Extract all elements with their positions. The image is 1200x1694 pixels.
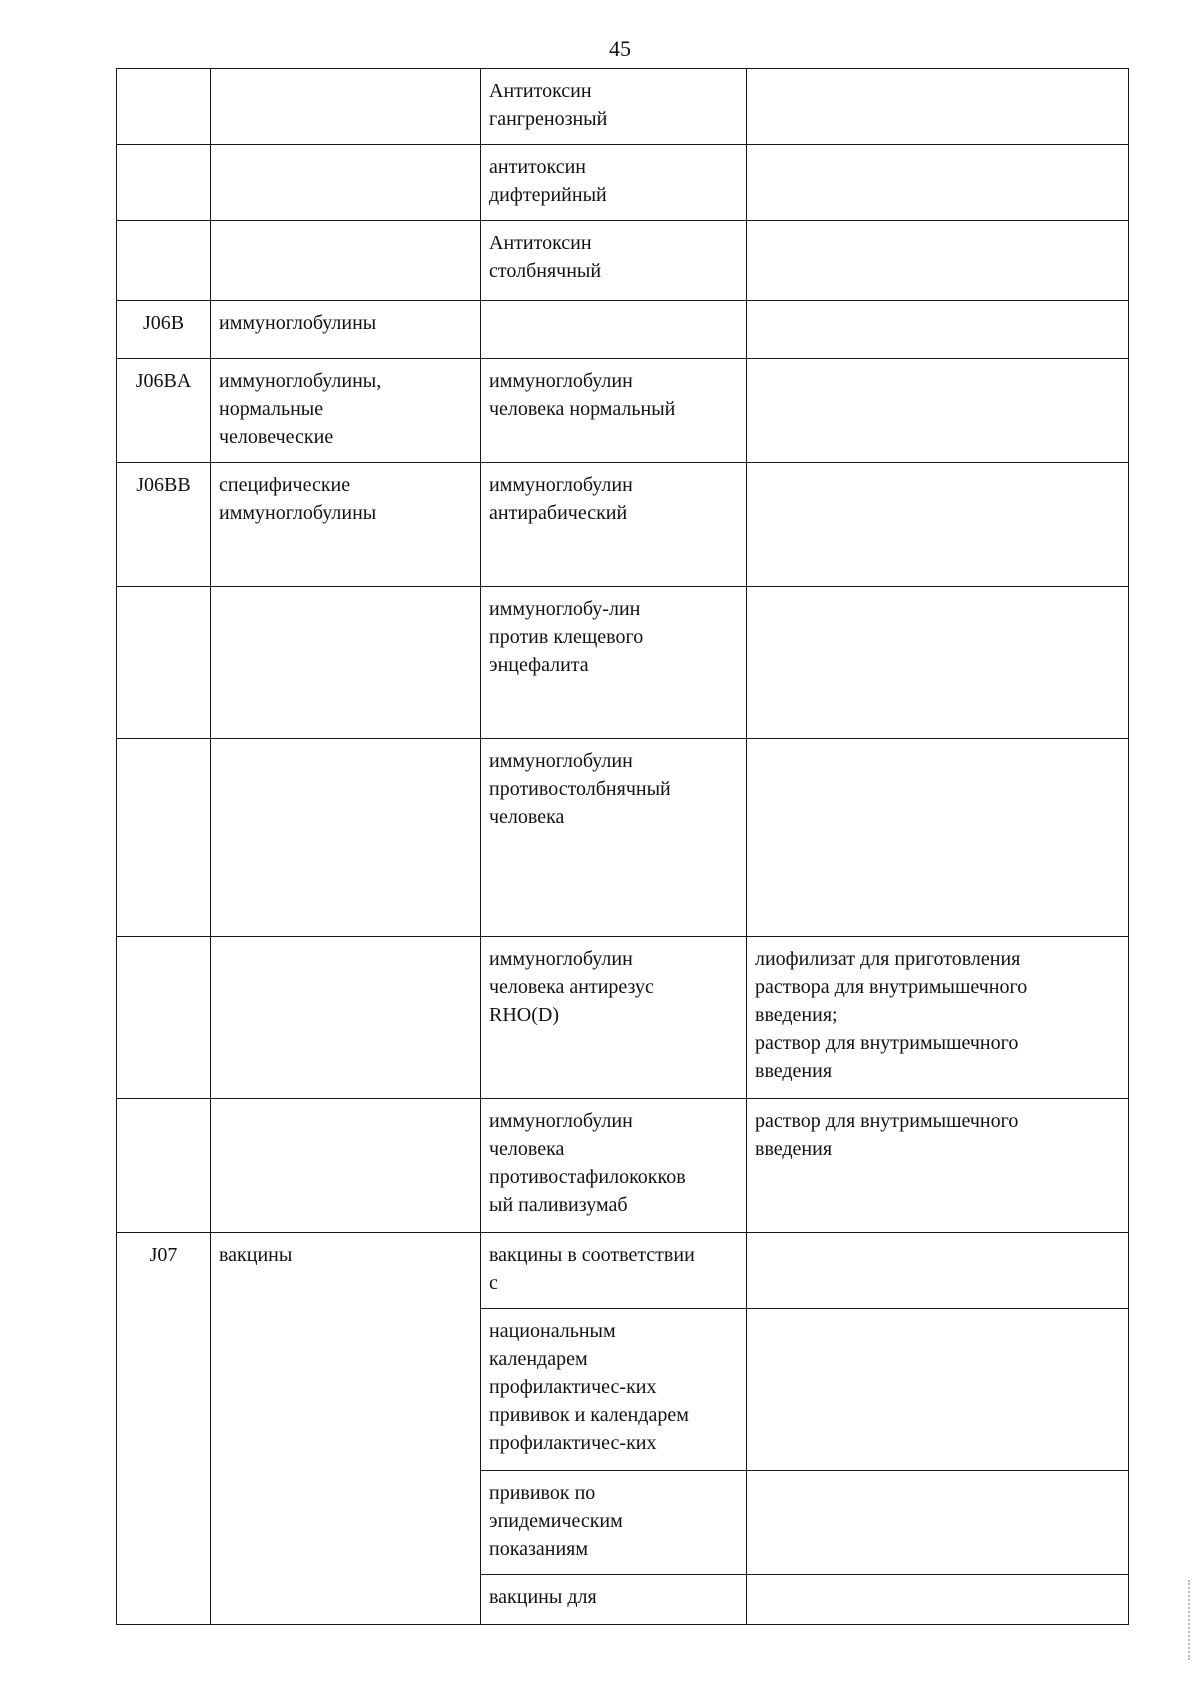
drug-name-cell: иммуноглобулин человека антирезус RHO(D)	[481, 937, 747, 1099]
dosage-form-cell	[747, 69, 1129, 145]
group-name-cell: иммуноглобулины	[211, 301, 481, 359]
atc-code-cell	[117, 739, 211, 937]
dosage-form-cell: лиофилизат для приготовления раствора для внутримышечного введения; раствор для внутримышечного введения	[747, 937, 1129, 1099]
table-row	[117, 587, 1129, 739]
table-row	[117, 1233, 1129, 1309]
dosage-form-cell: раствор для внутримышечного введения	[747, 1099, 1129, 1233]
drug-name-cell: вакцины в соответствии с	[481, 1233, 747, 1309]
dosage-form-cell	[747, 1309, 1129, 1471]
table-row	[117, 145, 1129, 221]
group-name-cell	[211, 145, 481, 221]
drug-name-cell	[481, 301, 747, 359]
atc-code-cell	[117, 587, 211, 739]
atc-code-cell	[117, 221, 211, 301]
drug-name-cell: иммуноглобулин человека противостафилококков ый паливизумаб	[481, 1099, 747, 1233]
table-row	[117, 463, 1129, 587]
drug-name-cell: иммуноглобу-лин против клещевого энцефалита	[481, 587, 747, 739]
dosage-form-cell	[747, 359, 1129, 463]
group-name-cell	[211, 1099, 481, 1233]
drug-name-cell: иммуноглобулин антирабический	[481, 463, 747, 587]
group-name-cell	[211, 221, 481, 301]
group-name-cell	[211, 937, 481, 1099]
drug-table	[116, 68, 1129, 1625]
table-row	[117, 937, 1129, 1099]
drug-name-cell: Антитоксин гангренозный	[481, 69, 747, 145]
dosage-form-cell	[747, 301, 1129, 359]
group-name-cell	[211, 739, 481, 937]
drug-name-cell: иммуноглобулин противостолбнячный человека	[481, 739, 747, 937]
atc-code-cell: J06B	[117, 301, 211, 359]
group-name-cell	[211, 69, 481, 145]
atc-code-cell: J07	[117, 1233, 211, 1625]
dosage-form-cell	[747, 463, 1129, 587]
atc-code-cell	[117, 937, 211, 1099]
atc-code-cell: J06BB	[117, 463, 211, 587]
atc-code-cell	[117, 1099, 211, 1233]
table-row	[117, 1099, 1129, 1233]
group-name-cell: специфические иммуноглобулины	[211, 463, 481, 587]
drug-name-cell: антитоксин дифтерийный	[481, 145, 747, 221]
group-name-cell: иммуноглобулины, нормальные человеческие	[211, 359, 481, 463]
table-row	[117, 359, 1129, 463]
atc-code-cell: J06BA	[117, 359, 211, 463]
dosage-form-cell	[747, 1575, 1129, 1625]
drug-name-cell: иммуноглобулин человека нормальный	[481, 359, 747, 463]
dosage-form-cell	[747, 587, 1129, 739]
dosage-form-cell	[747, 1233, 1129, 1309]
table-row	[117, 221, 1129, 301]
group-name-cell	[211, 587, 481, 739]
table-row	[117, 739, 1129, 937]
atc-code-cell	[117, 145, 211, 221]
table-row	[117, 301, 1129, 359]
atc-code-cell	[117, 69, 211, 145]
dosage-form-cell	[747, 145, 1129, 221]
drug-name-cell: прививок по эпидемическим показаниям	[481, 1471, 747, 1575]
table-row	[117, 69, 1129, 145]
group-name-cell: вакцины	[211, 1233, 481, 1625]
dosage-form-cell	[747, 1471, 1129, 1575]
drug-name-cell: национальным календарем профилактичес-ких прививок и календарем профилактичес-ких	[481, 1309, 747, 1471]
dosage-form-cell	[747, 221, 1129, 301]
dosage-form-cell	[747, 739, 1129, 937]
page-number: 45	[609, 36, 631, 61]
scan-artifact	[1188, 1580, 1196, 1660]
drug-name-cell: Антитоксин столбнячный	[481, 221, 747, 301]
drug-name-cell: вакцины для	[481, 1575, 747, 1625]
